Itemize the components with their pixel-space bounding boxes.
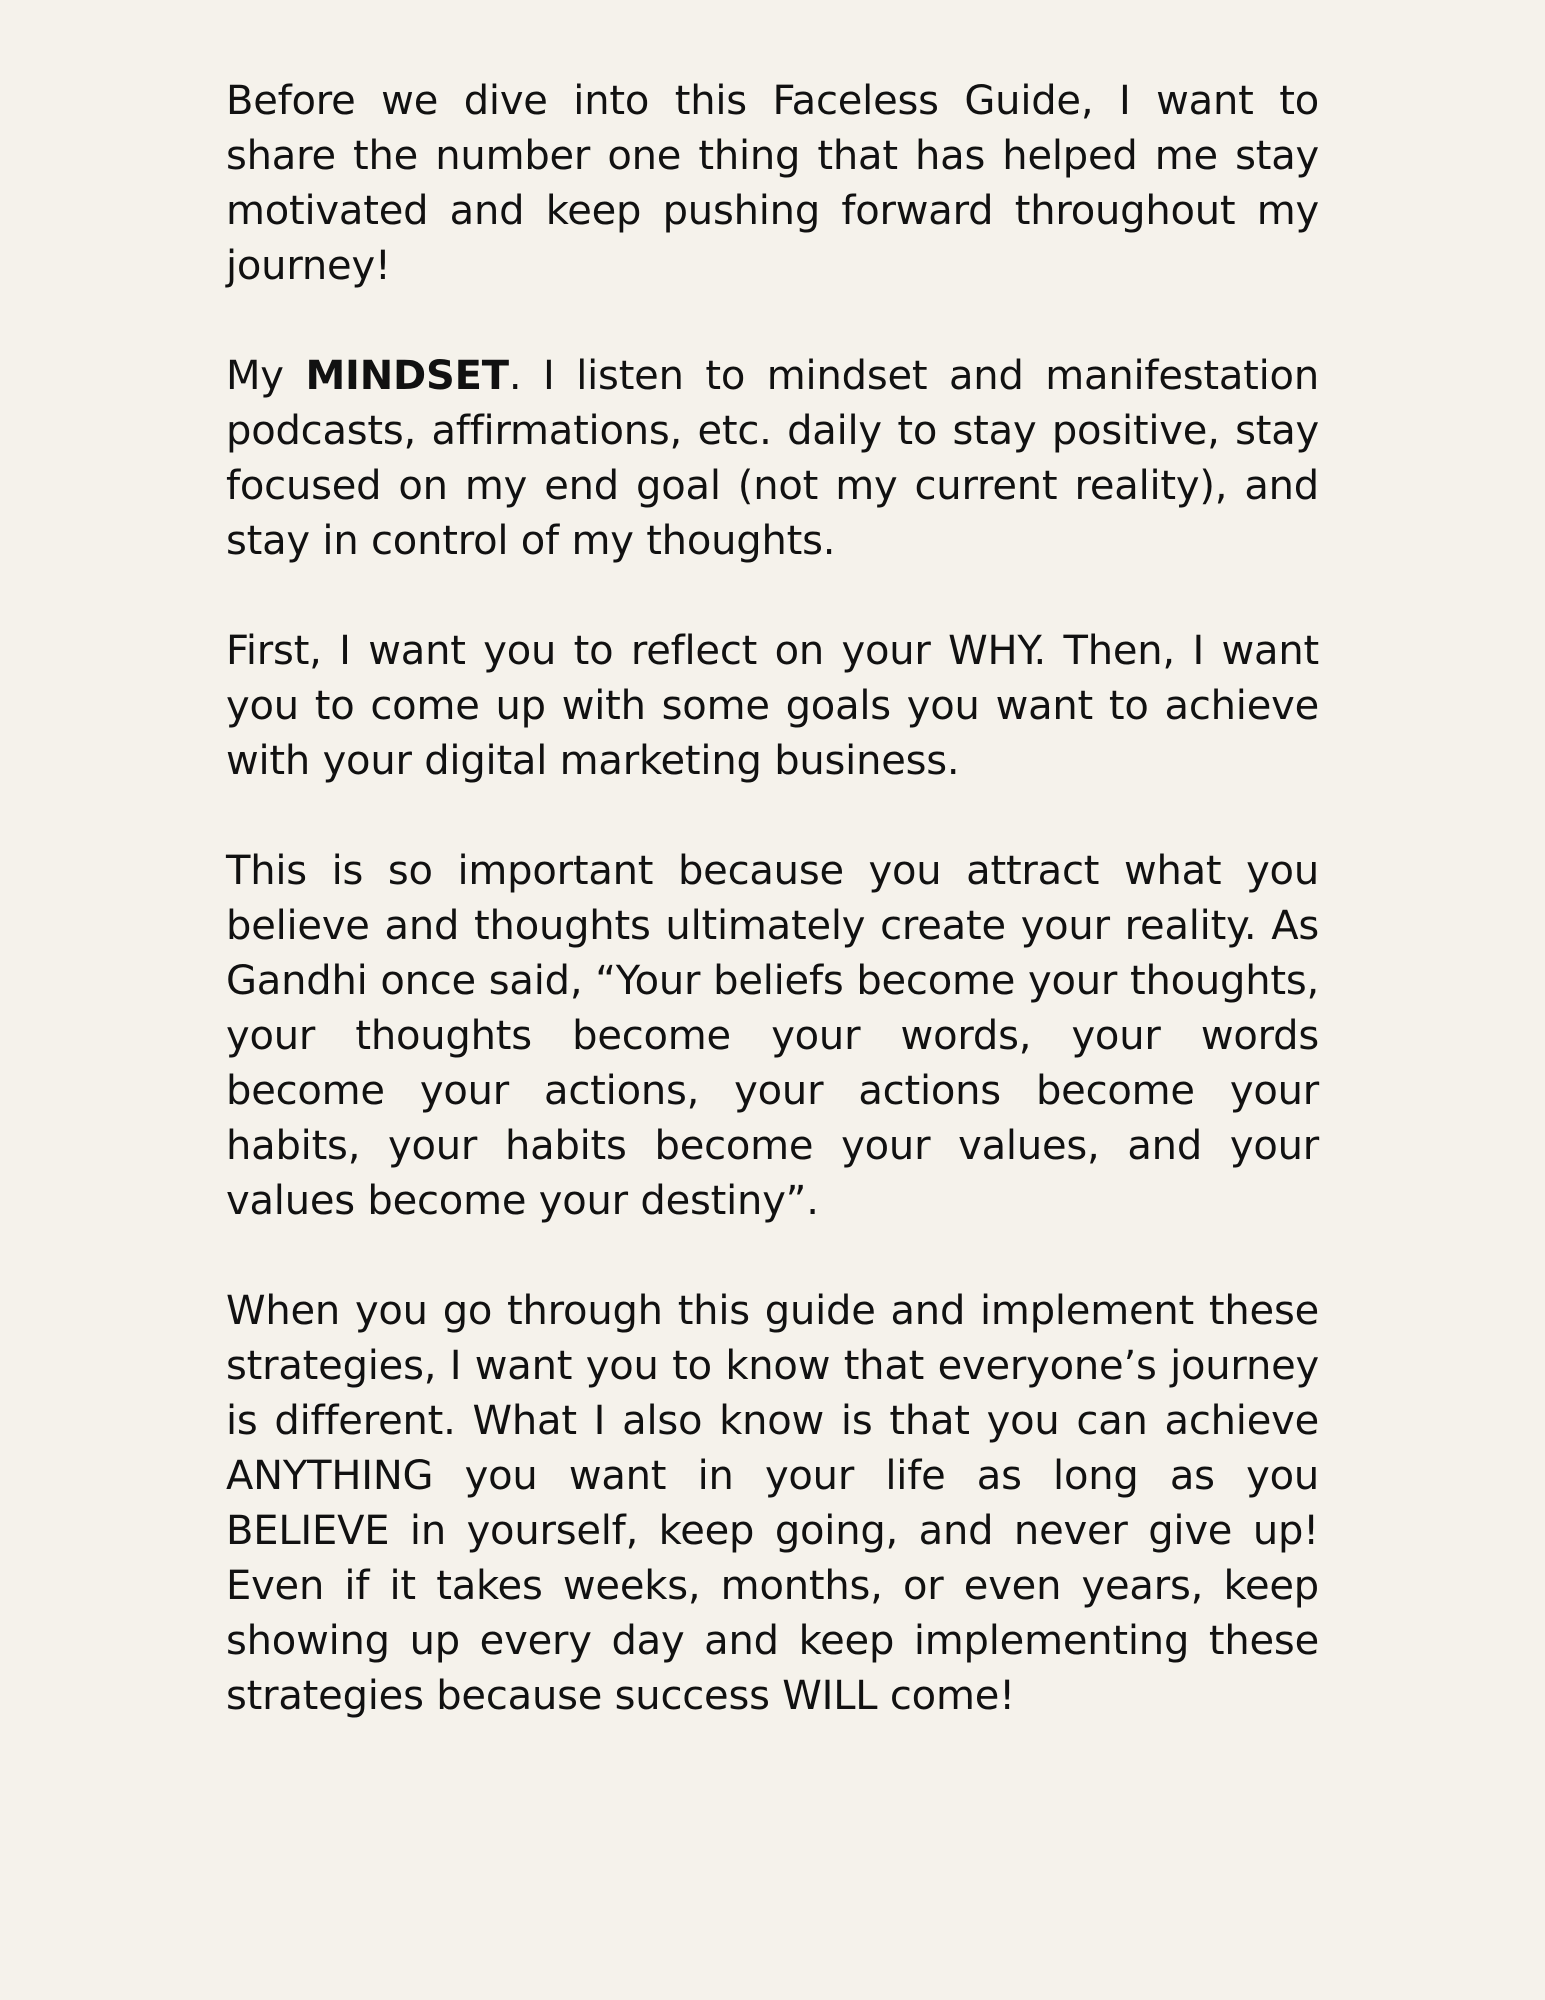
mindset-rest: . I listen to mindset and manifestation podcasts, affirmations, etc. daily to stay positive, stay focused on my end goal (not my current reality), and stay in control of my thoughts.	[226, 353, 1319, 564]
mindset-prefix: My	[226, 353, 306, 399]
paragraph-gandhi-quote: This is so important because you attract what you believe and thoughts ultimately create your reality. As Gandhi once said, “Your beliefs become your thoughts, your thoughts become your words, your words become your actions, your actions become your habits, your habits become your values, and your values become your destiny”.	[226, 848, 1319, 1224]
paragraph-encouragement: When you go through this guide and implement these strategies, I want you to know that everyone’s journey is different. What I also know is that you can achieve ANYTHING you want in your life as long as you BELIEVE in yourself, keep going, and never give up! Even if it takes weeks, months, or even years, keep showing up every day and keep implementing these strategies because success WILL come!	[226, 1288, 1319, 1719]
paragraph-why: First, I want you to reflect on your WHY. Then, I want you to come up with some goals you want to achieve with your digital marketing business.	[226, 628, 1319, 784]
paragraph-mindset	[226, 349, 1319, 569]
mindset-emphasis: MINDSET	[305, 353, 509, 399]
document-body	[226, 74, 1319, 1724]
paragraph-intro: Before we dive into this Faceless Guide, I want to share the number one thing that has helped me stay motivated and keep pushing forward throughout my journey!	[226, 78, 1319, 289]
